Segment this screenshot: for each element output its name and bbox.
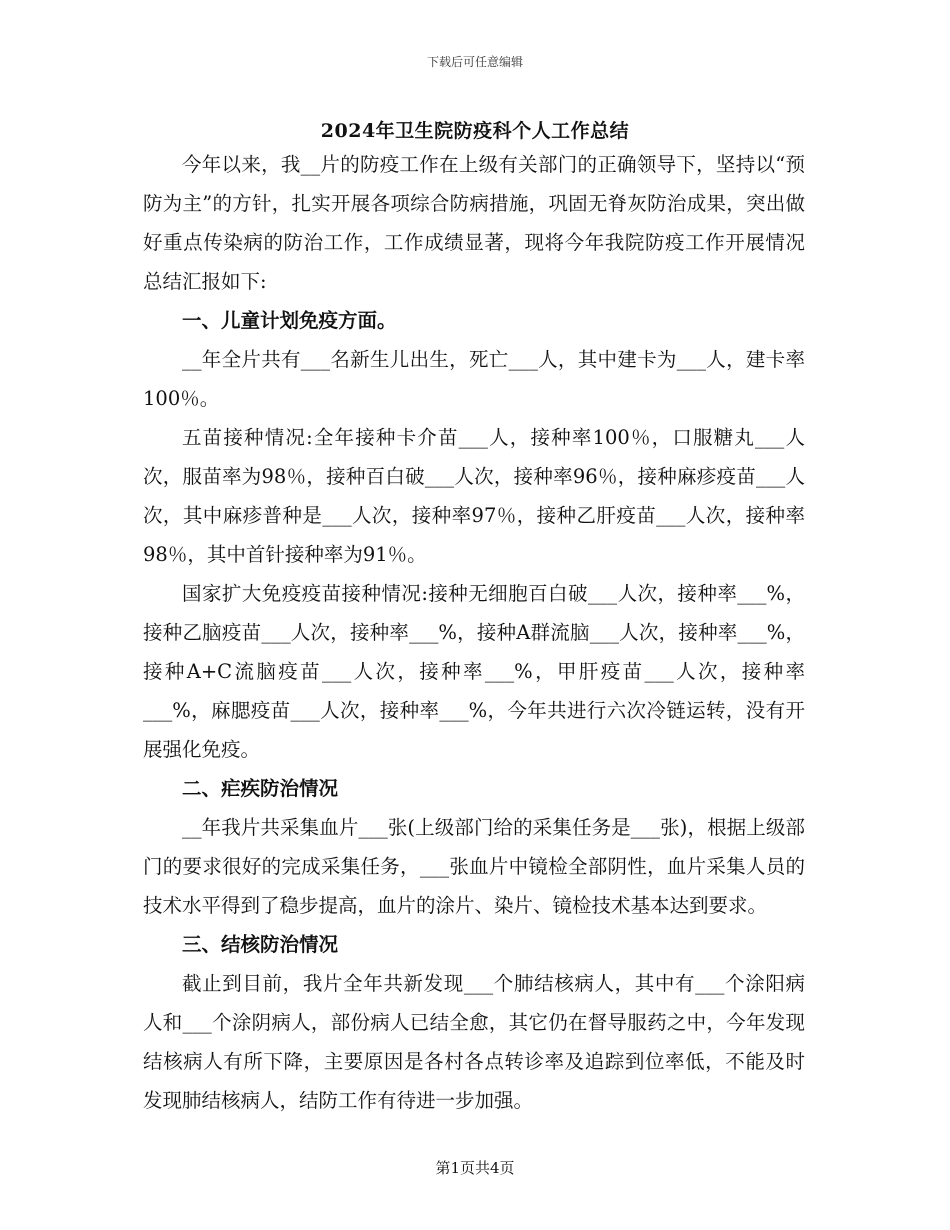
document-body <box>143 145 805 1120</box>
page-number-footer: 第1页共4页 <box>435 1159 515 1177</box>
document-title: 2024年卫生院防疫科个人工作总结 <box>320 120 630 142</box>
paragraph-tuberculosis: 截止到目前，我片全年共新发现___个肺结核病人，其中有___个涂阳病人和___个涂阴病人，部份病人已结全愈，其它仍在督导服药之中，今年发现结核病人有所下降，主要原因是各村各点转诊率及追踪到位率低，不能及时发现肺结核病人，结防工作有待进一步加强。 <box>143 972 805 1112</box>
section-heading-immunization: 一、儿童计划免疫方面。 <box>182 309 397 332</box>
paragraph-newborn-stats: __年全片共有___名新生儿出生，死亡___人，其中建卡为___人，建卡率100％。 <box>143 348 805 410</box>
paragraph-malaria: __年我片共采集血片___张(上级部门给的采集任务是___张)，根据上级部门的要求很好的完成采集任务，___张血片中镜检全部阴性，血片采集人员的技术水平得到了稳步提高，血片的涂片、染片、镜检技术基本达到要求。 <box>143 816 805 917</box>
paragraph-expanded-immunization: 国家扩大免疫疫苗接种情况:接种无细胞百白破___人次，接种率___%，接种乙脑疫苗___人次，接种率___%，接种A群流脑___人次，接种率___%，接种A+C流脑疫苗___人次，接种率___%，甲肝疫苗___人次，接种率___%，麻腮疫苗___人次，接种率___%，今年共进行六次冷链运转，没有开展强化免疫。 <box>143 582 805 761</box>
page-header-note: 下载后可任意编辑 <box>426 55 523 69</box>
intro-paragraph: 今年以来，我__片的防疫工作在上级有关部门的正确领导下，坚持以“预防为主”的方针，扎实开展各项综合防病措施，巩固无脊灰防治成果，突出做好重点传染病的防治工作，工作成绩显著，现将今年我院防疫工作开展情况总结汇报如下: <box>143 153 805 293</box>
section-heading-malaria: 二、疟疾防治情况 <box>182 777 339 800</box>
paragraph-five-vaccines: 五苗接种情况:全年接种卡介苗___人，接种率100％，口服糖丸___人次，服苗率为98％，接种百白破___人次，接种率96％，接种麻疹疫苗___人次，其中麻疹普种是___人次，接种率97％，接种乙肝疫苗___人次，接种率98％，其中首针接种率为91％。 <box>143 426 805 566</box>
section-heading-tuberculosis: 三、结核防治情况 <box>182 933 339 956</box>
